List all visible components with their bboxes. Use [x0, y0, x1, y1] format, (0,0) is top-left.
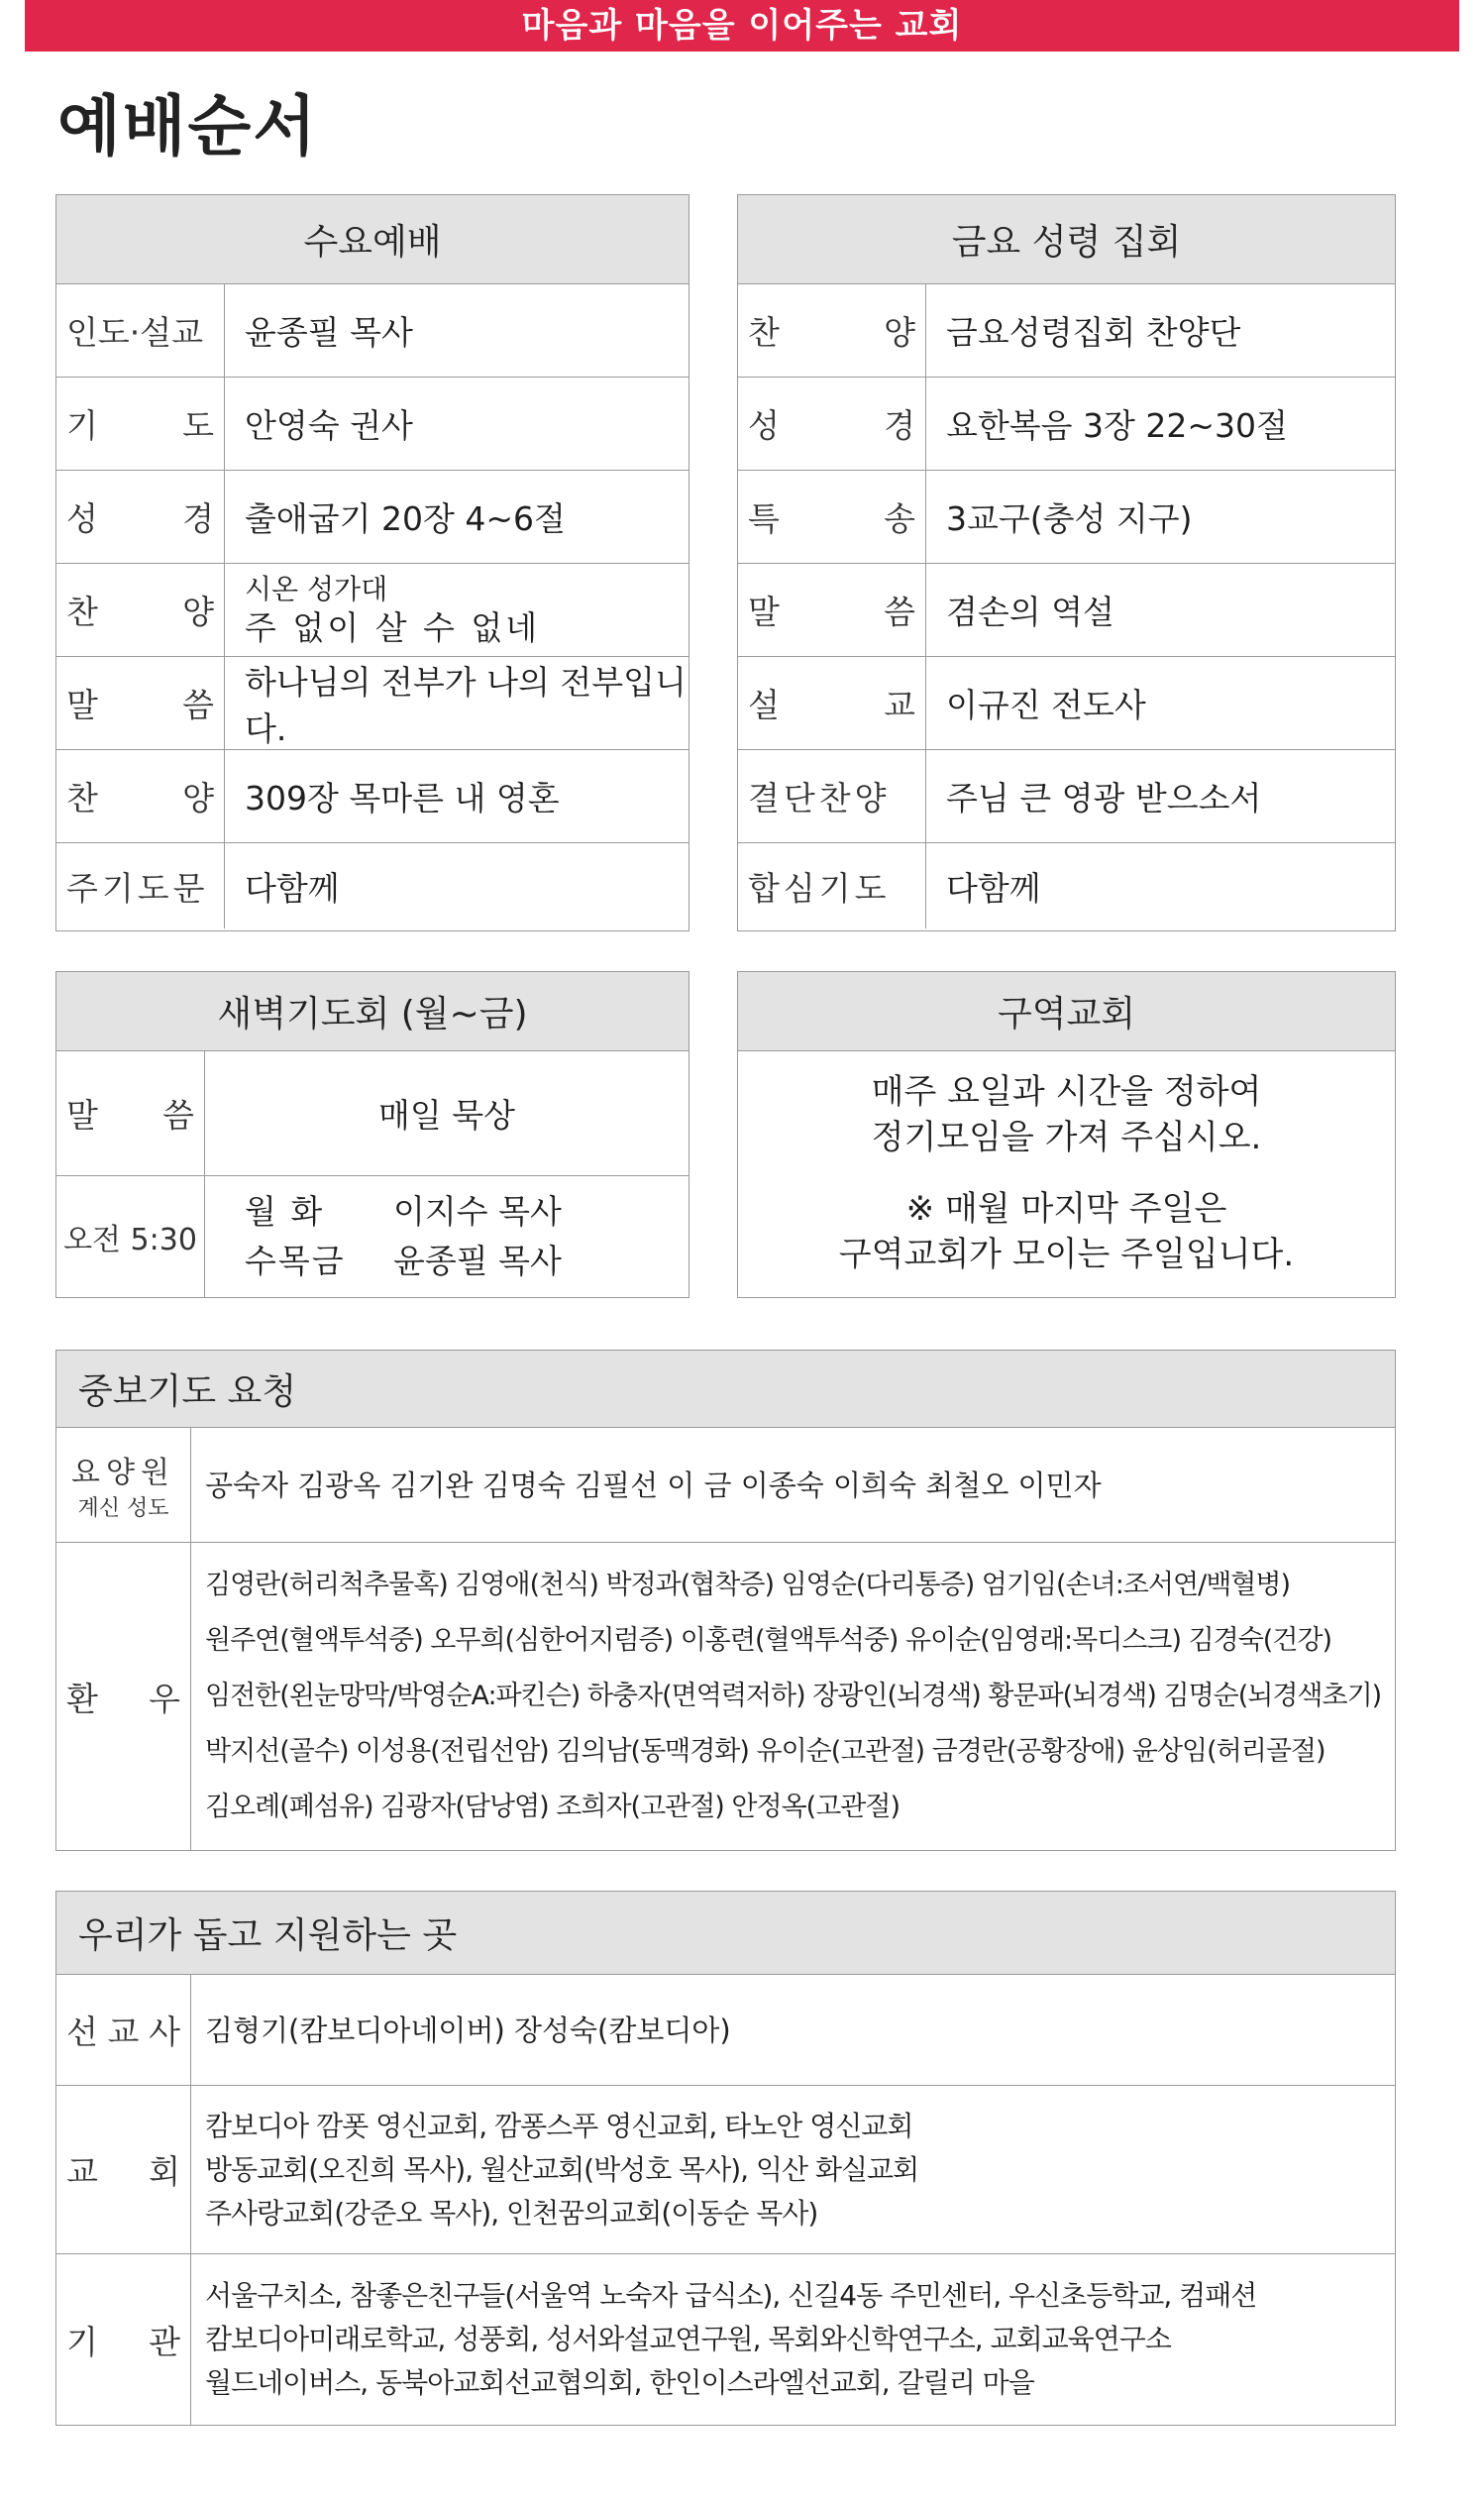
missionary-value: 김형기(캄보디아네이버) 장성숙(캄보디아): [205, 2013, 731, 2047]
friday-label-char: 말: [748, 593, 780, 631]
org-label-char: 관: [149, 2322, 180, 2361]
patients-list: [191, 1543, 1395, 1850]
friday-row-value: [926, 564, 1395, 656]
org-label: [56, 2254, 191, 2425]
church-line: 방동교회(오진희 목사), 월산교회(박성호 목사), 익산 화실교회: [205, 2152, 919, 2186]
friday-row: [738, 284, 1395, 378]
friday-row-label: [738, 750, 926, 842]
friday-value-text: 다함께: [946, 868, 1041, 908]
friday-row-value: [926, 843, 1395, 928]
friday-row-value: [926, 471, 1395, 563]
org-line: 서울구치소, 참좋은친구들(서울역 노숙자 급식소), 신길4동 주민센터, 우신초등학교, 컴패션: [205, 2279, 1257, 2312]
friday-value-text: 요한복음 3장 22~30절: [946, 406, 1288, 445]
wednesday-value-text: 안영숙 권사: [245, 406, 413, 445]
friday-row-label: [738, 843, 926, 928]
patient-line: 김오례(폐섬유) 김광자(담낭염) 조희자(고관절) 안정옥(고관절): [205, 1792, 900, 1822]
wednesday-row: [56, 471, 689, 564]
friday-row: [738, 564, 1395, 657]
church-label-char: 회: [149, 2152, 180, 2191]
friday-row-label: [738, 657, 926, 749]
friday-row-label: [738, 471, 926, 563]
dawn-word-row: [56, 1051, 689, 1176]
friday-row: [738, 471, 1395, 564]
friday-label-char: 성: [748, 406, 780, 445]
wednesday-value-sub: 시온 성가대: [245, 572, 388, 605]
friday-row-value: [926, 284, 1395, 377]
friday-value-text: 금요성령집회 찬양단: [946, 313, 1241, 352]
wednesday-row: [56, 750, 689, 843]
patient-line: 원주연(혈액투석중) 오무희(심한어지럼증) 이홍련(혈액투석중) 유이순(임영래:목디스크) 김경숙(건강): [205, 1625, 1332, 1656]
friday-row-label: [738, 284, 926, 377]
wednesday-value-text: 하나님의 전부가 나의 전부입니다.: [245, 662, 687, 748]
wednesday-row-value: [225, 564, 689, 656]
missionary-label: [56, 1975, 191, 2085]
dawn-word-label-char: 씀: [162, 1096, 194, 1135]
org-line: 월드네이버스, 동북아교회선교협의회, 한인이스라엘선교회, 갈릴리 마을: [205, 2366, 1034, 2399]
wednesday-label-char: 씀: [182, 686, 214, 724]
org-line: 캄보디아미래로학교, 성풍회, 성서와설교연구원, 목회와신학연구소, 교회교육연구소: [205, 2323, 1171, 2355]
dawn-time-row: [56, 1176, 689, 1297]
wednesday-row-value: [225, 657, 689, 749]
missionary-label-char: 교: [107, 2013, 140, 2051]
missionary-label-char: 사: [149, 2013, 180, 2051]
wednesday-row-value: [225, 750, 689, 842]
support-box: [55, 1891, 1396, 2426]
friday-label-char: 특: [748, 499, 780, 538]
friday-value-text: 겸손의 역설: [946, 593, 1114, 631]
friday-label-text: 결단찬양: [748, 779, 891, 817]
friday-row: [738, 843, 1395, 928]
church-line: 캄보디아 깜폿 영신교회, 깜퐁스푸 영신교회, 타노안 영신교회: [205, 2109, 913, 2142]
friday-service-title: 금요 성령 집회: [738, 195, 1395, 284]
dawn-word-text: 매일 묵상: [377, 1096, 515, 1135]
wednesday-label-text: 주기도문: [66, 868, 209, 908]
dawn-word-label-char: 말: [66, 1096, 98, 1135]
wednesday-row-label: [56, 284, 225, 377]
wednesday-service-title: 수요예배: [56, 195, 689, 284]
patients-row: [56, 1543, 1395, 1850]
dawn-word-value: [205, 1051, 689, 1175]
district-church-title: 구역교회: [738, 972, 1395, 1051]
missionary-row: [56, 1975, 1395, 2086]
wednesday-row-label: [56, 843, 225, 928]
wednesday-value-text: 출애굽기 20장 4~6절: [245, 499, 566, 538]
friday-row: [738, 657, 1395, 750]
wednesday-label-text: 인도·설교: [66, 313, 204, 352]
patient-line: 임전한(왼눈망막/박영순A:파킨슨) 하충자(면역력저하) 장광인(뇌경색) 황문파(뇌경색) 김명순(뇌경색초기): [205, 1681, 1382, 1711]
intercessory-prayer-title: 중보기도 요청: [56, 1351, 1395, 1428]
wednesday-row-label: [56, 657, 225, 749]
page-title: 예배순서: [57, 88, 319, 164]
wednesday-row-value: [225, 843, 689, 928]
org-label-char: 기: [66, 2322, 98, 2361]
church-label-char: 교: [66, 2152, 98, 2191]
wednesday-row-label: [56, 750, 225, 842]
wednesday-service-box: [55, 194, 689, 931]
wednesday-value-text: 윤종필 목사: [245, 313, 413, 352]
district-line-3: ※ 매월 마지막 주일은: [905, 1189, 1227, 1229]
wednesday-value-text: 다함께: [245, 868, 340, 908]
wednesday-row: [56, 378, 689, 471]
dawn-prayer-title: 새벽기도회 (월~금): [56, 972, 689, 1051]
wednesday-row-value: [225, 378, 689, 470]
friday-row-label: [738, 564, 926, 656]
wednesday-label-char: 양: [182, 779, 214, 817]
wednesday-label-char: 도: [182, 406, 214, 445]
nursing-home-names: 공숙자 김광옥 김기완 김명숙 김필선 이 금 이종숙 이희숙 최철오 이민자: [205, 1468, 1102, 1502]
wednesday-row-label: [56, 471, 225, 563]
intercessory-prayer-box: [55, 1350, 1396, 1851]
district-line-2: 정기모임을 가져 주십시오.: [871, 1118, 1262, 1157]
org-list: [191, 2254, 1395, 2425]
support-title: 우리가 돕고 지원하는 곳: [56, 1892, 1395, 1975]
friday-row-value: [926, 378, 1395, 470]
missionary-label-char: 선: [66, 2013, 98, 2051]
dawn-schedule-days: 수목금: [245, 1242, 346, 1280]
friday-row-label: [738, 378, 926, 470]
dawn-time-label: 오전 5:30: [56, 1176, 205, 1297]
friday-label-char: 양: [884, 313, 915, 352]
church-line: 주사랑교회(강준오 목사), 인천꿈의교회(이동순 목사): [205, 2196, 818, 2230]
dawn-schedule-days: 월 화: [245, 1192, 325, 1231]
wednesday-row: [56, 843, 689, 928]
friday-label-text: 합심기도: [748, 868, 891, 908]
dawn-word-label: [56, 1051, 205, 1175]
wednesday-row: [56, 657, 689, 750]
friday-label-char: 교: [884, 686, 915, 724]
church-list: [191, 2086, 1395, 2253]
wednesday-label-char: 양: [182, 593, 214, 631]
wednesday-value-main: 주 없이 살 수 없네: [245, 607, 541, 647]
friday-row-value: [926, 657, 1395, 749]
wednesday-row: [56, 564, 689, 657]
wednesday-row-value: [225, 284, 689, 377]
nursing-home-label-sub: 계신 성도: [77, 1496, 169, 1521]
district-church-box: [737, 971, 1396, 1298]
wednesday-label-char: 찬: [66, 593, 98, 631]
nursing-home-label-main: 요양원: [71, 1456, 175, 1490]
friday-value-text: 주님 큰 영광 받으소서: [946, 779, 1262, 817]
patient-line: 박지선(골수) 이성용(전립선암) 김의남(동맥경화) 유이순(고관절) 금경란(공황장애) 윤상임(허리골절): [205, 1736, 1325, 1767]
church-label: [56, 2086, 191, 2253]
patients-label-char: 환: [66, 1679, 98, 1718]
dawn-schedule: [205, 1176, 689, 1297]
banner: 마음과 마음을 이어주는 교회: [25, 0, 1459, 52]
friday-label-char: 송: [884, 499, 915, 538]
nursing-home-label: [56, 1428, 191, 1542]
friday-label-char: 찬: [748, 313, 780, 352]
friday-value-text: 3교구(충성 지구): [946, 499, 1193, 538]
dawn-schedule-leader: 이지수 목사: [393, 1192, 562, 1231]
wednesday-value-text: 309장 목마른 내 영혼: [245, 779, 560, 817]
patients-label-char: 우: [149, 1679, 180, 1718]
wednesday-label-char: 경: [182, 499, 214, 538]
friday-label-char: 씀: [884, 593, 915, 631]
friday-row: [738, 378, 1395, 471]
district-line-4: 구역교회가 모이는 주일입니다.: [838, 1235, 1295, 1274]
friday-row: [738, 750, 1395, 843]
district-line-1: 매주 요일과 시간을 정하여: [871, 1072, 1262, 1112]
wednesday-label-char: 찬: [66, 779, 98, 817]
wednesday-label-char: 기: [66, 406, 98, 445]
wednesday-row-label: [56, 378, 225, 470]
friday-row-value: [926, 750, 1395, 842]
wednesday-label-char: 성: [66, 499, 98, 538]
friday-service-box: [737, 194, 1396, 931]
nursing-home-row: [56, 1428, 1395, 1543]
org-row: [56, 2254, 1395, 2425]
dawn-schedule-leader: 윤종필 목사: [393, 1242, 562, 1280]
friday-label-char: 설: [748, 686, 780, 724]
wednesday-row-value: [225, 471, 689, 563]
wednesday-row-label: [56, 564, 225, 656]
wednesday-row: [56, 284, 689, 378]
church-row: [56, 2086, 1395, 2254]
friday-value-text: 이규진 전도사: [946, 686, 1146, 724]
patients-label: [56, 1543, 191, 1850]
friday-label-char: 경: [884, 406, 915, 445]
dawn-schedule-line: [245, 1237, 689, 1286]
wednesday-label-char: 말: [66, 686, 98, 724]
patient-line: 김영란(허리척추물혹) 김영애(천식) 박정과(협착증) 임영순(다리통증) 엄기임(손녀:조서연/백혈병): [205, 1570, 1290, 1600]
dawn-schedule-line: [245, 1187, 689, 1237]
dawn-prayer-box: [55, 971, 689, 1298]
